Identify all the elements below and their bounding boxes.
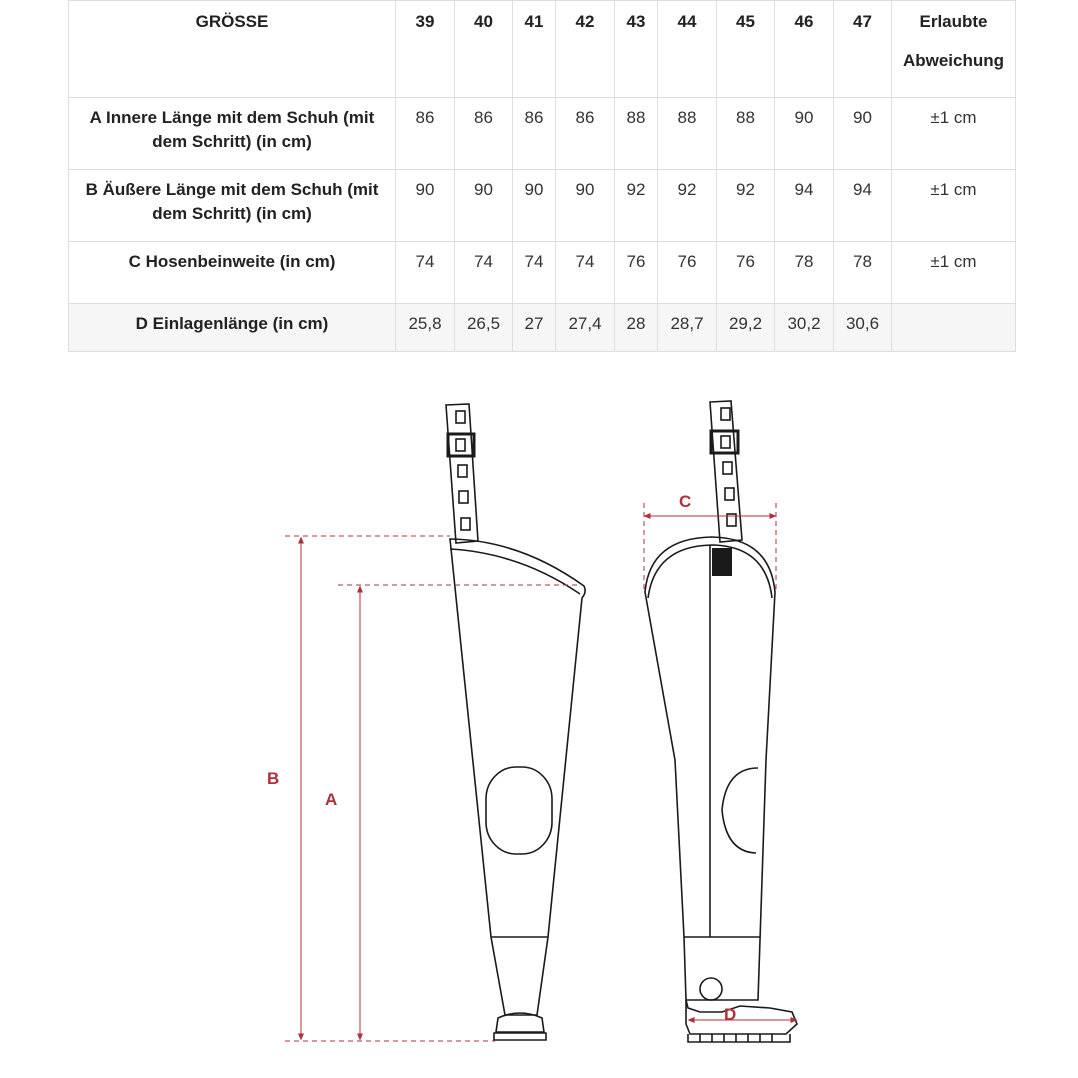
table-cell: 74 [556, 242, 615, 304]
label-d: D [724, 1005, 737, 1024]
front-strap [710, 401, 742, 542]
front-leg-outline [645, 537, 775, 1000]
tolerance-header-line2: Abweichung [902, 51, 1005, 70]
tolerance-header-line1: Erlaubte [919, 12, 988, 31]
table-cell: 76 [658, 242, 717, 304]
tolerance-cell: ±1 cm [892, 242, 1016, 304]
table-cell: 78 [834, 242, 892, 304]
front-view-wader [645, 401, 797, 1042]
strap-hole [727, 514, 736, 526]
table-cell: 94 [775, 170, 834, 242]
size-39-header: 39 [396, 1, 455, 98]
strap-hole [456, 411, 465, 423]
table-cell: 26,5 [455, 304, 513, 352]
strap-hole [456, 439, 465, 451]
strap-buckle [448, 434, 474, 456]
size-43-header: 43 [615, 1, 658, 98]
table-cell: 86 [455, 98, 513, 170]
table-row [69, 98, 1016, 170]
table-cell: 88 [717, 98, 775, 170]
table-cell: 74 [513, 242, 556, 304]
strap-hole [721, 436, 730, 448]
table-cell: 76 [717, 242, 775, 304]
size-table [68, 0, 1016, 352]
size-45-header: 45 [717, 1, 775, 98]
row-label-insole-length: D Einlagenlänge (in cm) [69, 304, 396, 352]
front-knee-patch [722, 768, 758, 853]
table-cell: 92 [658, 170, 717, 242]
front-leg-hem [648, 545, 772, 598]
strap-hole [458, 465, 467, 477]
table-row [69, 304, 1016, 352]
size-44-header: 44 [658, 1, 717, 98]
strap-hole [721, 408, 730, 420]
table-cell: 30,2 [775, 304, 834, 352]
label-c: C [679, 492, 692, 511]
table-cell: 86 [396, 98, 455, 170]
size-47-header: 47 [834, 1, 892, 98]
table-row [69, 170, 1016, 242]
table-cell: 94 [834, 170, 892, 242]
table-cell: 78 [775, 242, 834, 304]
table-cell: 25,8 [396, 304, 455, 352]
table-cell: 74 [396, 242, 455, 304]
strap-buckle [711, 431, 738, 453]
tolerance-cell: ±1 cm [892, 98, 1016, 170]
table-cell: 74 [455, 242, 513, 304]
size-40-header: 40 [455, 1, 513, 98]
table-cell: 27 [513, 304, 556, 352]
strap-hole [723, 462, 732, 474]
table-row [69, 242, 1016, 304]
table-cell: 92 [615, 170, 658, 242]
row-label-leg-width: C Hosenbeinweite (in cm) [69, 242, 396, 304]
front-boot-ankle [700, 978, 722, 1000]
table-cell: 27,4 [556, 304, 615, 352]
tolerance-cell [892, 304, 1016, 352]
table-cell: 90 [513, 170, 556, 242]
table-cell: 28 [615, 304, 658, 352]
table-cell: 90 [396, 170, 455, 242]
table-cell: 30,6 [834, 304, 892, 352]
table-cell: 86 [556, 98, 615, 170]
table-cell: 76 [615, 242, 658, 304]
table-cell: 90 [775, 98, 834, 170]
table-cell: 88 [658, 98, 717, 170]
strap-hole [725, 488, 734, 500]
table-header-row [69, 1, 1016, 98]
table-cell: 28,7 [658, 304, 717, 352]
front-boot-toe [686, 1000, 797, 1034]
size-41-header: 41 [513, 1, 556, 98]
table-cell: 90 [834, 98, 892, 170]
brand-tag [712, 548, 732, 576]
dimension-lines [285, 503, 794, 1041]
size-42-header: 42 [556, 1, 615, 98]
strap-hole [459, 491, 468, 503]
table-cell: 90 [556, 170, 615, 242]
side-knee-patch [486, 767, 552, 854]
table-cell: 29,2 [717, 304, 775, 352]
size-46-header: 46 [775, 1, 834, 98]
side-leg-outline [450, 539, 585, 1015]
strap-hole [461, 518, 470, 530]
side-strap [446, 404, 478, 543]
side-view-wader [446, 404, 585, 1040]
table-cell: 88 [615, 98, 658, 170]
tolerance-header [892, 1, 1016, 98]
size-header: GRÖSSE [69, 1, 396, 98]
label-b: B [267, 769, 280, 788]
table-cell: 86 [513, 98, 556, 170]
label-a: A [325, 790, 338, 809]
row-label-outer-length: B Äußere Länge mit dem Schuh (mit dem Schritt) (in cm) [69, 170, 396, 242]
row-label-inner-length: A Innere Länge mit dem Schuh (mit dem Schritt) (in cm) [69, 98, 396, 170]
side-leg-hem [450, 549, 580, 594]
table-cell: 92 [717, 170, 775, 242]
side-boot-sole [496, 1013, 544, 1032]
tolerance-cell: ±1 cm [892, 170, 1016, 242]
table-cell: 90 [455, 170, 513, 242]
